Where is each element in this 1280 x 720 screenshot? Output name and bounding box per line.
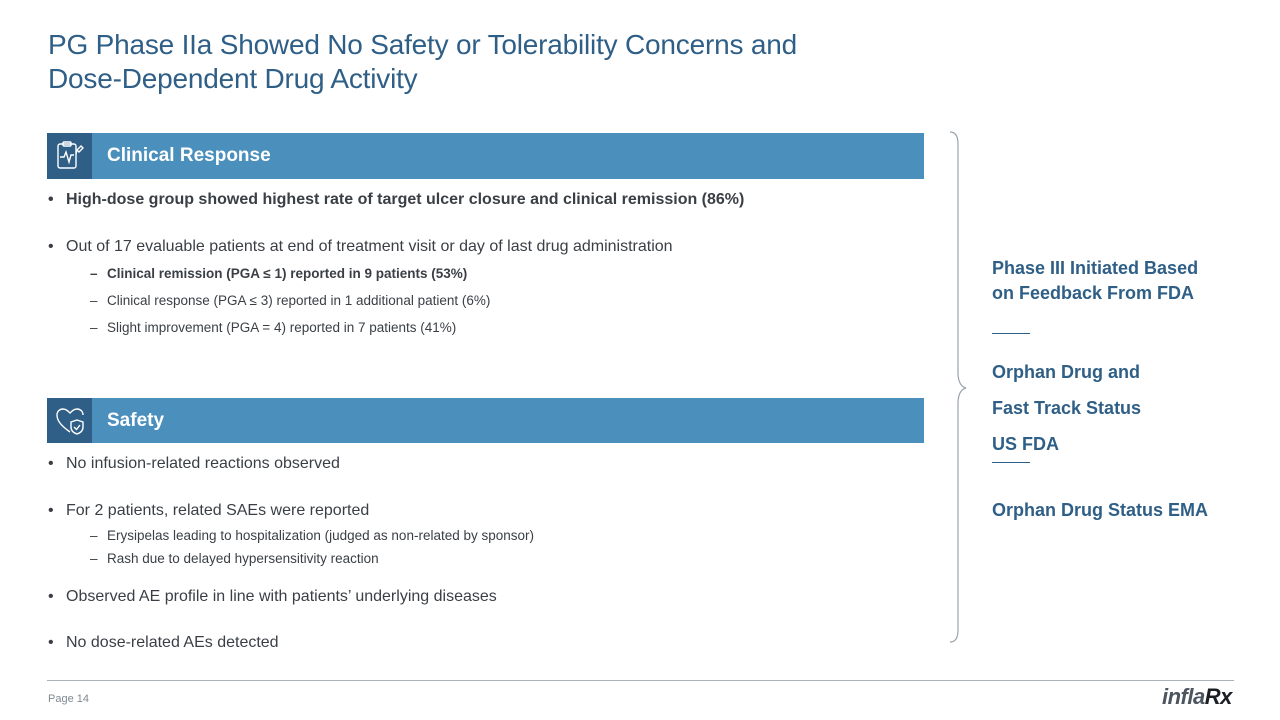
title-line-1: PG Phase IIa Showed No Safety or Tolerability Concerns and <box>48 29 797 60</box>
safety-bullet-1: • No infusion-related reactions observed <box>48 454 918 474</box>
safety-bullet-3: • Observed AE profile in line with patients’ underlying diseases <box>48 587 918 607</box>
right-divider-2 <box>992 462 1030 463</box>
clinical-sub-3: – Slight improvement (PGA = 4) reported in 7 patients (41%) <box>48 319 918 337</box>
title-line-2: Dose-Dependent Drug Activity <box>48 63 418 94</box>
safety-label: Safety <box>107 409 165 431</box>
safety-header <box>47 398 924 443</box>
phase3-text <box>992 256 1252 306</box>
inflarx-logo <box>1162 684 1232 710</box>
safety-sub-1: – Erysipelas leading to hospitalization (judged as non-related by sponsor) <box>48 527 918 545</box>
heart-shield-icon <box>47 398 92 443</box>
clinical-sub-2: – Clinical response (PGA ≤ 3) reported in 1 additional patient (6%) <box>48 292 918 310</box>
page-title <box>48 28 948 96</box>
safety-bullets <box>48 454 918 653</box>
logo-part-1: infla <box>1162 684 1205 709</box>
right-brace <box>940 130 970 646</box>
page-number: Page 14 <box>48 693 89 705</box>
orphan-line-3: US FDA <box>992 434 1059 454</box>
orphan-line-2: Fast Track Status <box>992 398 1142 418</box>
safety-sub-2: – Rash due to delayed hypersensitivity reaction <box>48 550 918 568</box>
phase3-line-2: on Feedback From FDA <box>992 283 1195 303</box>
clinical-bullets <box>48 190 918 337</box>
safety-bullet-2: • For 2 patients, related SAEs were reported <box>48 501 918 521</box>
orphan-ema-text: Orphan Drug Status EMA <box>992 500 1209 520</box>
clipboard-heartbeat-icon <box>47 133 92 179</box>
right-divider-1 <box>992 333 1030 334</box>
clinical-response-header <box>47 133 924 179</box>
logo-part-2: Rx <box>1204 684 1232 709</box>
clinical-bullet-2: • Out of 17 evaluable patients at end of treatment visit or day of last drug administration <box>48 237 918 257</box>
orphan-fda-text <box>992 354 1252 462</box>
safety-bullet-4: • No dose-related AEs detected <box>48 633 918 653</box>
footer-divider <box>47 680 1234 681</box>
clinical-sub-1: – Clinical remission (PGA ≤ 1) reported in 9 patients (53%) <box>48 265 918 283</box>
clinical-response-label: Clinical Response <box>107 145 271 166</box>
orphan-line-1: Orphan Drug and <box>992 362 1140 382</box>
phase3-line-1: Phase III Initiated Based <box>992 258 1199 278</box>
clinical-bullet-1: • High-dose group showed highest rate of target ulcer closure and clinical remission (86%) <box>48 190 918 210</box>
